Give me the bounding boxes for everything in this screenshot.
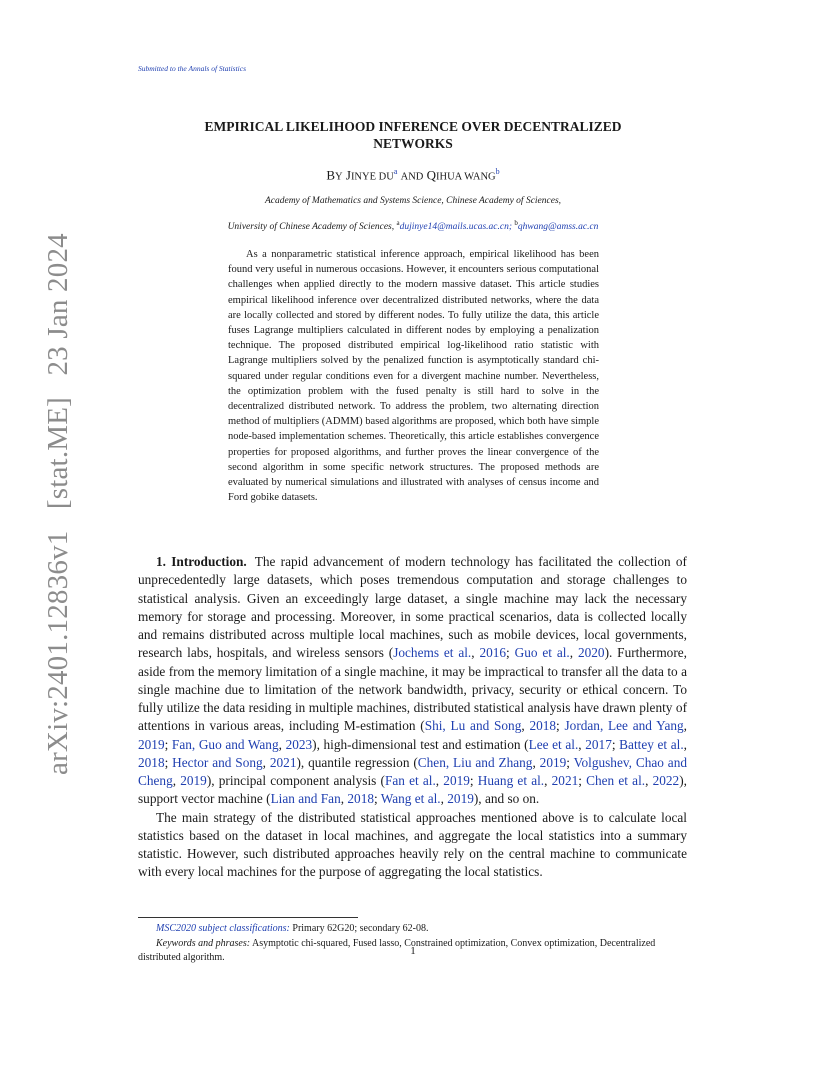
paragraph-text: ; <box>164 736 172 752</box>
section-heading: 1. Introduction. <box>156 554 247 569</box>
citation-link[interactable]: Shi, Lu and Song <box>424 718 522 734</box>
paragraph-text: , <box>683 718 687 734</box>
paragraph-text: ; <box>373 791 381 807</box>
citation-link[interactable]: Chen et al. <box>586 773 646 788</box>
paragraph-text: ), and so on. <box>473 791 540 807</box>
intro-paragraph-1-text <box>138 554 687 806</box>
introduction-section <box>138 553 687 882</box>
by-rest: Y <box>335 171 343 183</box>
title-line-2: NETWORKS <box>373 136 453 151</box>
author2-initial: Q <box>426 167 437 183</box>
paragraph-text: , <box>172 773 181 788</box>
citation-link[interactable]: Lian and Fan <box>270 791 341 807</box>
citation-link[interactable]: 2020 <box>577 645 605 661</box>
paragraph-text: ; <box>164 754 173 770</box>
author1-name: INYE DU <box>350 171 394 183</box>
citation-link[interactable]: 2021 <box>551 773 579 788</box>
paragraph-text: ), quantile regression ( <box>296 754 418 770</box>
intro-paragraph-1 <box>138 553 687 809</box>
paragraph-text: ; <box>566 754 574 770</box>
arxiv-stamp <box>40 233 76 775</box>
citation-link[interactable]: 2019 <box>180 773 207 788</box>
paragraph-text: , <box>645 773 653 788</box>
paragraph-text: , <box>278 736 286 752</box>
citation-link[interactable]: Hector and Song <box>172 754 263 770</box>
author-and: AND <box>400 171 424 183</box>
paper-title <box>138 118 688 152</box>
msc-label-link[interactable]: MSC2020 subject classifications: <box>156 923 290 934</box>
msc-footnote <box>138 922 688 937</box>
citation-link[interactable]: Jochems et al. <box>393 645 472 661</box>
paragraph-text: The rapid advancement of modern technology has facilitated the collection of unprecedentedly large datasets, which poses tremendous computation and storage challenges to statistical analysis. Given an exceedingly large dataset, a single machine may lack the necessary memory for storage and processing. Moreover, in some practical scenarios, data is collected locally and remains distributed across multiple local machines, such as mobile devices, local governments, research labs, hospitals, and wireless sensors ( <box>138 554 687 661</box>
citation-link[interactable]: 2019 <box>138 736 165 752</box>
citation-link[interactable]: 2021 <box>269 754 297 770</box>
email-b-mark: b <box>514 219 518 227</box>
citation-link[interactable]: 2019 <box>443 773 470 788</box>
citation-link[interactable]: 2016 <box>479 645 507 661</box>
author-line <box>138 167 688 183</box>
by-initial: B <box>326 167 336 183</box>
paragraph-text: , <box>569 645 578 661</box>
page-number: 1 <box>410 945 416 957</box>
journal-header-note: Submitted to the Annals of Statistics <box>138 64 246 73</box>
paragraph-text: ; <box>611 736 620 752</box>
footnotes <box>138 922 688 966</box>
paragraph-text: ), high-dimensional test and estimation ( <box>312 736 529 752</box>
paragraph-text: , <box>435 773 444 788</box>
msc-value: Primary 62G20; secondary 62-08. <box>292 923 429 934</box>
paragraph-text: , <box>262 754 270 770</box>
citation-link[interactable]: 2017 <box>585 736 612 752</box>
affiliation-university: University of Chinese Academy of Sciences, <box>227 222 395 233</box>
paragraph-text: ), principal component analysis ( <box>206 773 385 788</box>
intro-paragraph-2: The main strategy of the distributed statistical approaches mentioned above is to calculate local statistics based on the dataset in local machines, and aggregate the local statistics into a summary statistic. However, such distributed approaches heavily rely on the central machine to communicate with every local machines for the purpose of aggregating the local statistics. <box>138 809 687 880</box>
paragraph-text: ; <box>469 773 478 788</box>
keywords-value: Asymptotic chi-squared, Fused lasso, Constrained optimization, Convex optimization, Decentralized distributed algorithm. <box>138 937 656 963</box>
arxiv-category: [stat.ME] <box>42 396 74 510</box>
paragraph-text: ), support vector machine ( <box>138 773 687 807</box>
paragraph-text: , <box>544 773 552 788</box>
citation-link[interactable]: Battey et al. <box>619 736 684 752</box>
paragraph-text: , <box>532 754 540 770</box>
email-a-mark: a <box>396 219 400 227</box>
citation-link[interactable]: Wang et al. <box>380 791 441 807</box>
citation-link[interactable]: Volgushev, Chao and Cheng <box>138 754 687 788</box>
citation-link[interactable]: Guo et al. <box>514 645 570 661</box>
email-b-link[interactable]: qhwang@amss.ac.cn <box>517 222 599 233</box>
affiliation-line-2 <box>138 219 688 232</box>
author1-initial: J <box>345 167 351 183</box>
paragraph-text: , <box>471 645 480 661</box>
citation-link[interactable]: Jordan, Lee and Yang <box>564 718 684 734</box>
paragraph-text: ; <box>556 718 565 734</box>
citation-link[interactable]: Huang et al. <box>477 773 545 788</box>
citation-link[interactable]: 2019 <box>539 754 567 770</box>
citation-link[interactable]: 2018 <box>347 791 374 807</box>
citation-link[interactable]: 2018 <box>529 718 557 734</box>
arxiv-date: 23 Jan 2024 <box>42 233 74 376</box>
affiliation-line-1: Academy of Mathematics and Systems Science, Chinese Academy of Sciences, <box>264 196 562 206</box>
paragraph-text: , <box>440 791 448 807</box>
arxiv-id: arXiv:2401.12836v1 <box>42 530 74 775</box>
title-line-1: EMPIRICAL LIKELIHOOD INFERENCE OVER DECENTRALIZED <box>204 119 622 134</box>
citation-link[interactable]: 2019 <box>447 791 474 807</box>
citation-link[interactable]: 2018 <box>138 754 165 770</box>
email-a-link[interactable]: dujinye14@mails.ucas.ac.cn; <box>399 222 513 233</box>
author2-name: IHUA WANG <box>436 171 496 183</box>
paragraph-text: , <box>683 736 687 752</box>
paragraph-text: ; <box>578 773 587 788</box>
abstract: As a nonparametric statistical inference approach, empirical likelihood has been found very useful in numerous occasions. However, it encounters serious computational challenges when applied directly to the modern massive dataset. This article studies empirical likelihood inference over decentralized distributed networks, where the data are locally collected and stored by different nodes. To fully utilize the data, this article fuses Lagrange multipliers calculated in different nodes by employing a penalization technique. The proposed distributed empirical log-likelihood ratio statistic with Lagrange multipliers solved by the penalized function is asymptotically standard chi-squared under regular conditions even for a divergent machine number. Nevertheless, the optimization problem with the fused penalty is still hard to solve in the decentralized distributed network. To address the problem, two alternating direction method of multipliers (ADMM) based algorithms are proposed, which both have simple node-based implementation schemes. Theoretically, this article establishes convergence properties for proposed algorithms, and further proves the linear convergence of the second algorithm in some specific network structures. The proposed methods are evaluated by numerical simulations and illustrated with analyses of census income and Ford gobike datasets. <box>228 249 599 504</box>
keywords-label: Keywords and phrases: <box>156 937 251 949</box>
citation-link[interactable]: 2023 <box>285 736 313 752</box>
paragraph-text: ). Furthermore, aside from the memory limitation of a single machine, it may be impractical to transfer all the data to a single machine due to limitation of the network bandwidth, privacy, security or ethical concern. To fully utilize the data residing in multiple machines, distributed statistical analysis have drawn plenty of attentions in various areas, including M-estimation ( <box>138 645 687 734</box>
paragraph-text: , <box>340 791 348 807</box>
paragraph-text: , <box>578 736 586 752</box>
footnote-rule <box>138 917 358 918</box>
paragraph-text: , <box>521 718 530 734</box>
paragraph-text: ; <box>506 645 515 661</box>
citation-link[interactable]: Lee et al. <box>528 736 579 752</box>
author1-mark[interactable]: a <box>393 167 398 176</box>
citation-link[interactable]: 2022 <box>652 773 680 788</box>
citation-link[interactable]: Chen, Liu and Zhang <box>417 754 533 770</box>
citation-link[interactable]: Fan, Guo and Wang <box>171 736 279 752</box>
author2-mark[interactable]: b <box>495 167 500 176</box>
citation-link[interactable]: Fan et al. <box>384 773 436 788</box>
